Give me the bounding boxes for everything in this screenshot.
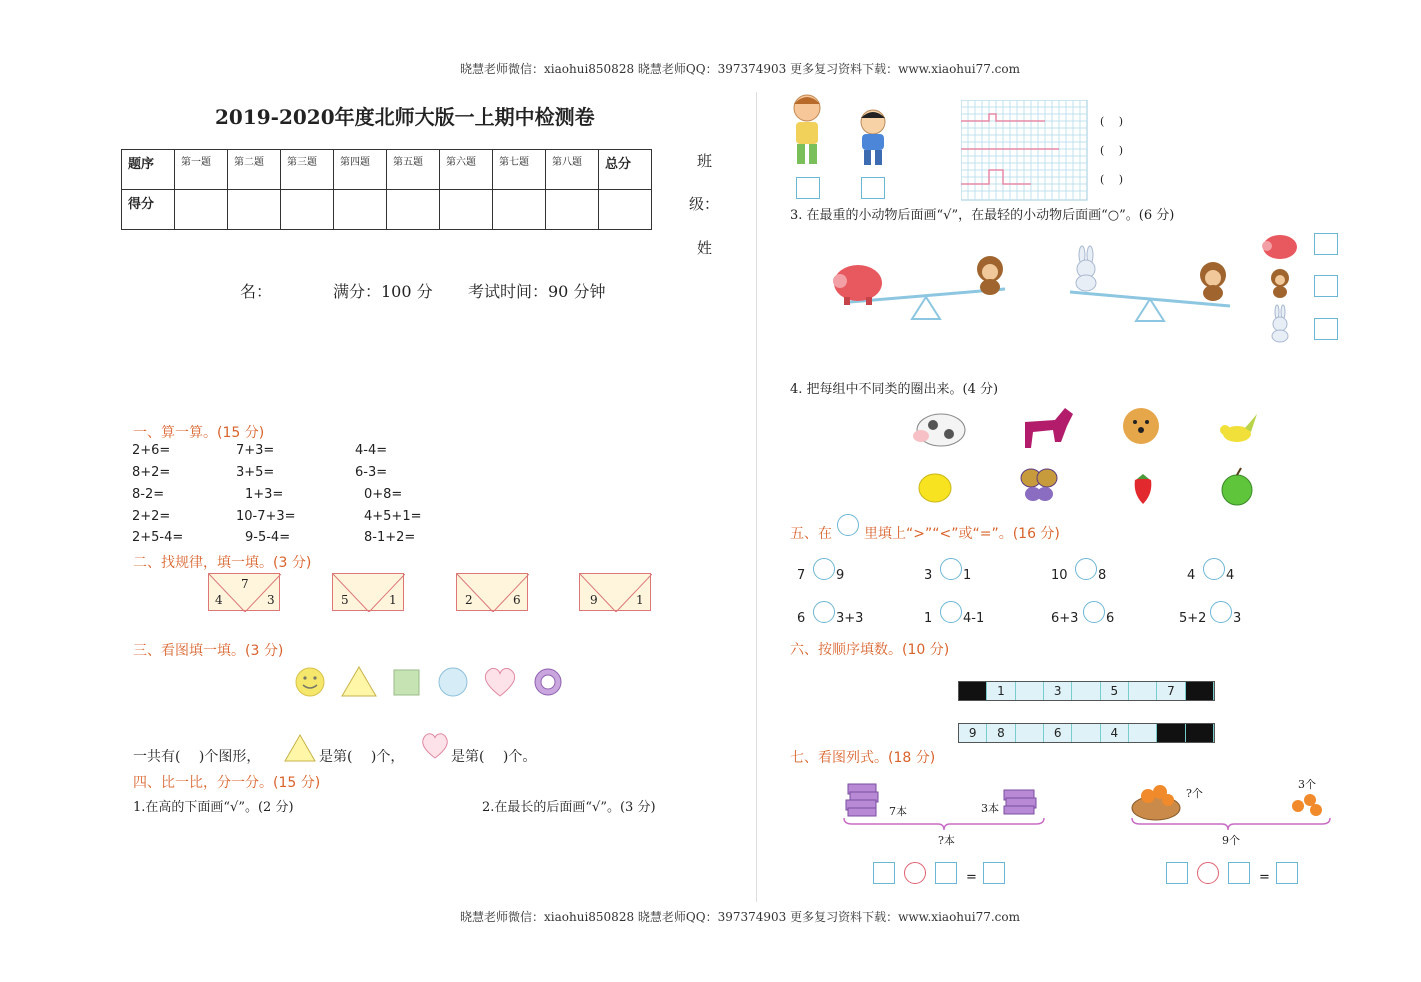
strip-cell: 5 xyxy=(1101,682,1129,700)
strip-cell[interactable] xyxy=(1129,724,1157,742)
strip-cell: 8 xyxy=(987,724,1015,742)
strip-cell xyxy=(1157,724,1185,742)
compare-circle[interactable] xyxy=(1210,601,1232,623)
compare-left: 7 xyxy=(797,568,806,583)
heart-icon xyxy=(485,668,514,696)
envelope-right: 1 xyxy=(389,593,397,607)
compare-left: 6 xyxy=(797,611,806,626)
heart-icon xyxy=(420,730,450,760)
butterfly-icon xyxy=(1021,469,1057,501)
apple-icon xyxy=(1222,468,1252,505)
strip-cell xyxy=(1186,724,1214,742)
equation-box[interactable] xyxy=(1228,862,1250,884)
seesaw-scene xyxy=(830,245,1250,325)
books-stack-icon xyxy=(846,784,878,816)
circle-icon xyxy=(439,668,467,696)
fruit-pile-icon xyxy=(1292,794,1322,816)
circle-icon xyxy=(837,514,859,536)
col-total: 总分 xyxy=(599,150,652,190)
sec4-title: 四、比一比，分一分。(15 分) xyxy=(133,775,321,791)
sec3-sentence-a: 一共有( )个图形， xyxy=(133,749,261,765)
cow-icon xyxy=(913,414,965,446)
sec5-title-a: 五、在 xyxy=(790,526,832,542)
score-cell[interactable] xyxy=(440,190,493,230)
problem: 2+2= xyxy=(132,509,171,524)
name-label: 名： xyxy=(240,282,273,301)
compare-right: 4 xyxy=(1226,568,1235,583)
problem: 4+5+1= xyxy=(364,509,422,524)
sec4-q2: 2.在最长的后面画“√”。(3 分) xyxy=(482,800,656,815)
compare-right: 8 xyxy=(1098,568,1107,583)
side-label-grade: 级： xyxy=(689,195,720,213)
strip-cell: 3 xyxy=(1044,682,1072,700)
compare-left: 10 xyxy=(1051,568,1068,583)
problem: 8+2= xyxy=(132,465,171,480)
lemon-icon xyxy=(919,474,951,502)
problem: 7+3= xyxy=(236,443,275,458)
answer-box[interactable] xyxy=(796,177,820,199)
row-head-order: 题序 xyxy=(122,150,175,190)
strip-cell[interactable] xyxy=(1072,682,1100,700)
problem: 2+5-4= xyxy=(132,530,184,545)
strip-cell: 1 xyxy=(987,682,1015,700)
monkey-icon xyxy=(977,256,1003,295)
strip-cell[interactable] xyxy=(1016,682,1044,700)
score-cell[interactable] xyxy=(599,190,652,230)
strawberry-icon xyxy=(1135,474,1152,504)
envelope-right: 6 xyxy=(513,593,521,607)
triangle-icon xyxy=(283,733,317,763)
score-cell[interactable] xyxy=(546,190,599,230)
bird-icon xyxy=(1220,414,1257,442)
strip-cell[interactable] xyxy=(1016,724,1044,742)
square-icon xyxy=(394,670,419,695)
col-1: 第一题 xyxy=(175,150,228,190)
col-7: 第七题 xyxy=(493,150,546,190)
problem: 6-3= xyxy=(355,465,388,480)
problem: 0+8= xyxy=(364,487,403,502)
sec1-title: 一、算一算。(15 分) xyxy=(133,425,265,441)
row-head-score: 得分 xyxy=(122,190,175,230)
col-4: 第四题 xyxy=(334,150,387,190)
tall-boy-icon xyxy=(794,95,820,164)
strip-cell: 7 xyxy=(1157,682,1185,700)
number-envelope xyxy=(456,573,528,611)
answer-box[interactable] xyxy=(1314,233,1338,255)
answer-box[interactable] xyxy=(1314,318,1338,340)
sec3-title: 三、看图填一填。(3 分) xyxy=(133,643,284,659)
rabbit-icon xyxy=(1076,246,1096,291)
side-label-class: 班 xyxy=(697,152,713,170)
ring-icon xyxy=(535,669,561,695)
score-cell[interactable] xyxy=(493,190,546,230)
page-header: 晓慧老师微信：xiaohui850828 晓慧老师QQ：397374903 更多复习资料下载：www.xiaohui77.com xyxy=(460,62,1020,76)
strip-cell: 4 xyxy=(1101,724,1129,742)
books-total-label: ?本 xyxy=(938,834,955,847)
equation-box[interactable] xyxy=(873,862,895,884)
equals-sign: = xyxy=(1259,870,1270,885)
envelope-left: 4 xyxy=(215,593,223,607)
equation-box[interactable] xyxy=(983,862,1005,884)
compare-circle[interactable] xyxy=(1075,558,1097,580)
strip-cell[interactable] xyxy=(1072,724,1100,742)
full-score: 满分：100 分 xyxy=(333,282,433,301)
sec7-title: 七、看图列式。(18 分) xyxy=(790,750,936,766)
sec2-title: 二、找规律，填一填。(3 分) xyxy=(133,555,312,571)
compare-right: 6 xyxy=(1106,611,1115,626)
compare-left: 5+2 xyxy=(1179,611,1207,626)
col-2: 第二题 xyxy=(228,150,281,190)
books-left-label: 7本 xyxy=(889,805,907,818)
problem: 3+5= xyxy=(236,465,275,480)
problem: 8-1+2= xyxy=(364,530,416,545)
short-boy-icon xyxy=(861,110,885,165)
column-divider xyxy=(756,92,757,902)
rabbit-icon xyxy=(1272,305,1288,342)
compare-left: 1 xyxy=(924,611,933,626)
score-cell[interactable] xyxy=(228,190,281,230)
equation-box[interactable] xyxy=(1166,862,1188,884)
envelope-top: 7 xyxy=(241,577,249,591)
problem: 1+3= xyxy=(245,487,284,502)
side-label-surname: 姓 xyxy=(697,239,713,257)
envelope-right: 1 xyxy=(636,593,644,607)
fruit-total-label: 9个 xyxy=(1222,834,1240,847)
strip-cell xyxy=(959,682,987,700)
envelope-right: 3 xyxy=(267,593,275,607)
equation-box[interactable] xyxy=(1276,862,1298,884)
answer-box[interactable] xyxy=(861,177,885,199)
page-footer: 晓慧老师微信：xiaohui850828 晓慧老师QQ：397374903 更多复习资料下载：www.xiaohui77.com xyxy=(460,910,1020,924)
books-right-label: 3本 xyxy=(981,802,999,815)
compare-circle[interactable] xyxy=(1083,601,1105,623)
sec5-title-b: 里填上“>”“<”或“=”。(16 分) xyxy=(864,526,1060,542)
sec4-q3: 3. 在最重的小动物后面画“√”，在最轻的小动物后面画“○”。(6 分) xyxy=(790,208,1175,223)
operator-circle[interactable] xyxy=(1197,862,1219,884)
equation-box[interactable] xyxy=(935,862,957,884)
compare-left: 3 xyxy=(924,568,933,583)
number-envelope xyxy=(579,573,651,611)
smiley-icon xyxy=(296,668,324,696)
compare-right: 1 xyxy=(963,568,972,583)
score-cell[interactable] xyxy=(175,190,228,230)
total-brace xyxy=(844,818,1044,830)
envelope-left: 5 xyxy=(341,593,349,607)
books-picture xyxy=(838,770,1053,830)
dog-icon xyxy=(1123,408,1159,444)
compare-circle[interactable] xyxy=(940,601,962,623)
problem: 2+6= xyxy=(132,443,171,458)
problem: 4-4= xyxy=(355,443,388,458)
monkey-icon xyxy=(1200,262,1226,301)
fruit-right-label: 3个 xyxy=(1298,778,1316,791)
sec3-sentence-b: 是第( )个， xyxy=(319,749,405,765)
books-stack-icon xyxy=(1004,790,1036,814)
sec4-q1: 1.在高的下面画“√”。(2 分) xyxy=(133,800,294,815)
problem: 9-5-4= xyxy=(245,530,291,545)
envelope-left: 9 xyxy=(590,593,598,607)
fruit-left-label: ?个 xyxy=(1186,787,1203,800)
paren-3[interactable]: ( ) xyxy=(1100,173,1124,186)
classify-pictures xyxy=(905,400,1265,510)
sec4-q4: 4. 把每组中不同类的圈出来。(4 分) xyxy=(790,382,999,397)
sec3-sentence-c: 是第( )个。 xyxy=(451,749,537,765)
compare-left: 6+3 xyxy=(1051,611,1079,626)
operator-circle[interactable] xyxy=(904,862,926,884)
exam-time: 考试时间：90 分钟 xyxy=(468,282,606,301)
paren-2[interactable]: ( ) xyxy=(1100,144,1124,157)
compare-circle[interactable] xyxy=(1203,558,1225,580)
compare-left: 4 xyxy=(1187,568,1196,583)
monkey-icon xyxy=(1271,269,1289,298)
two-children-image xyxy=(785,92,900,172)
score-cell[interactable] xyxy=(334,190,387,230)
strip-cell: 9 xyxy=(959,724,987,742)
col-5: 第五题 xyxy=(387,150,440,190)
animal-list xyxy=(1258,230,1304,346)
sec6-title: 六、按顺序填数。(10 分) xyxy=(790,642,950,658)
number-envelope xyxy=(332,573,404,611)
answer-box[interactable] xyxy=(1314,275,1338,297)
score-cell[interactable] xyxy=(387,190,440,230)
strip-cell: 6 xyxy=(1044,724,1072,742)
paren-1[interactable]: ( ) xyxy=(1100,115,1124,128)
fruit-basket-icon xyxy=(1132,785,1180,820)
problem: 10-7+3= xyxy=(236,509,296,524)
compare-right: 4-1 xyxy=(963,611,985,626)
col-3: 第三题 xyxy=(281,150,334,190)
col-8: 第八题 xyxy=(546,150,599,190)
compare-right: 3+3 xyxy=(836,611,864,626)
score-table xyxy=(121,149,652,230)
number-envelope xyxy=(208,573,280,611)
compare-right: 3 xyxy=(1233,611,1242,626)
number-strip-1 xyxy=(958,681,1215,701)
compare-right: 9 xyxy=(836,568,845,583)
length-grid xyxy=(961,100,1089,202)
triangle-icon xyxy=(342,667,376,696)
strip-cell[interactable] xyxy=(1129,682,1157,700)
compare-circle[interactable] xyxy=(940,558,962,580)
problem: 8-2= xyxy=(132,487,165,502)
strip-cell xyxy=(1186,682,1214,700)
shapes-row xyxy=(290,663,580,703)
score-cell[interactable] xyxy=(281,190,334,230)
horse-icon xyxy=(1025,408,1073,448)
col-6: 第六题 xyxy=(440,150,493,190)
page-title: 2019-2020年度北师大版一上期中检测卷 xyxy=(215,105,595,129)
number-strip-2 xyxy=(958,723,1215,743)
envelope-left: 2 xyxy=(465,593,473,607)
compare-circle[interactable] xyxy=(813,558,835,580)
compare-circle[interactable] xyxy=(813,601,835,623)
pig-icon xyxy=(1262,235,1297,259)
equals-sign: = xyxy=(966,870,977,885)
